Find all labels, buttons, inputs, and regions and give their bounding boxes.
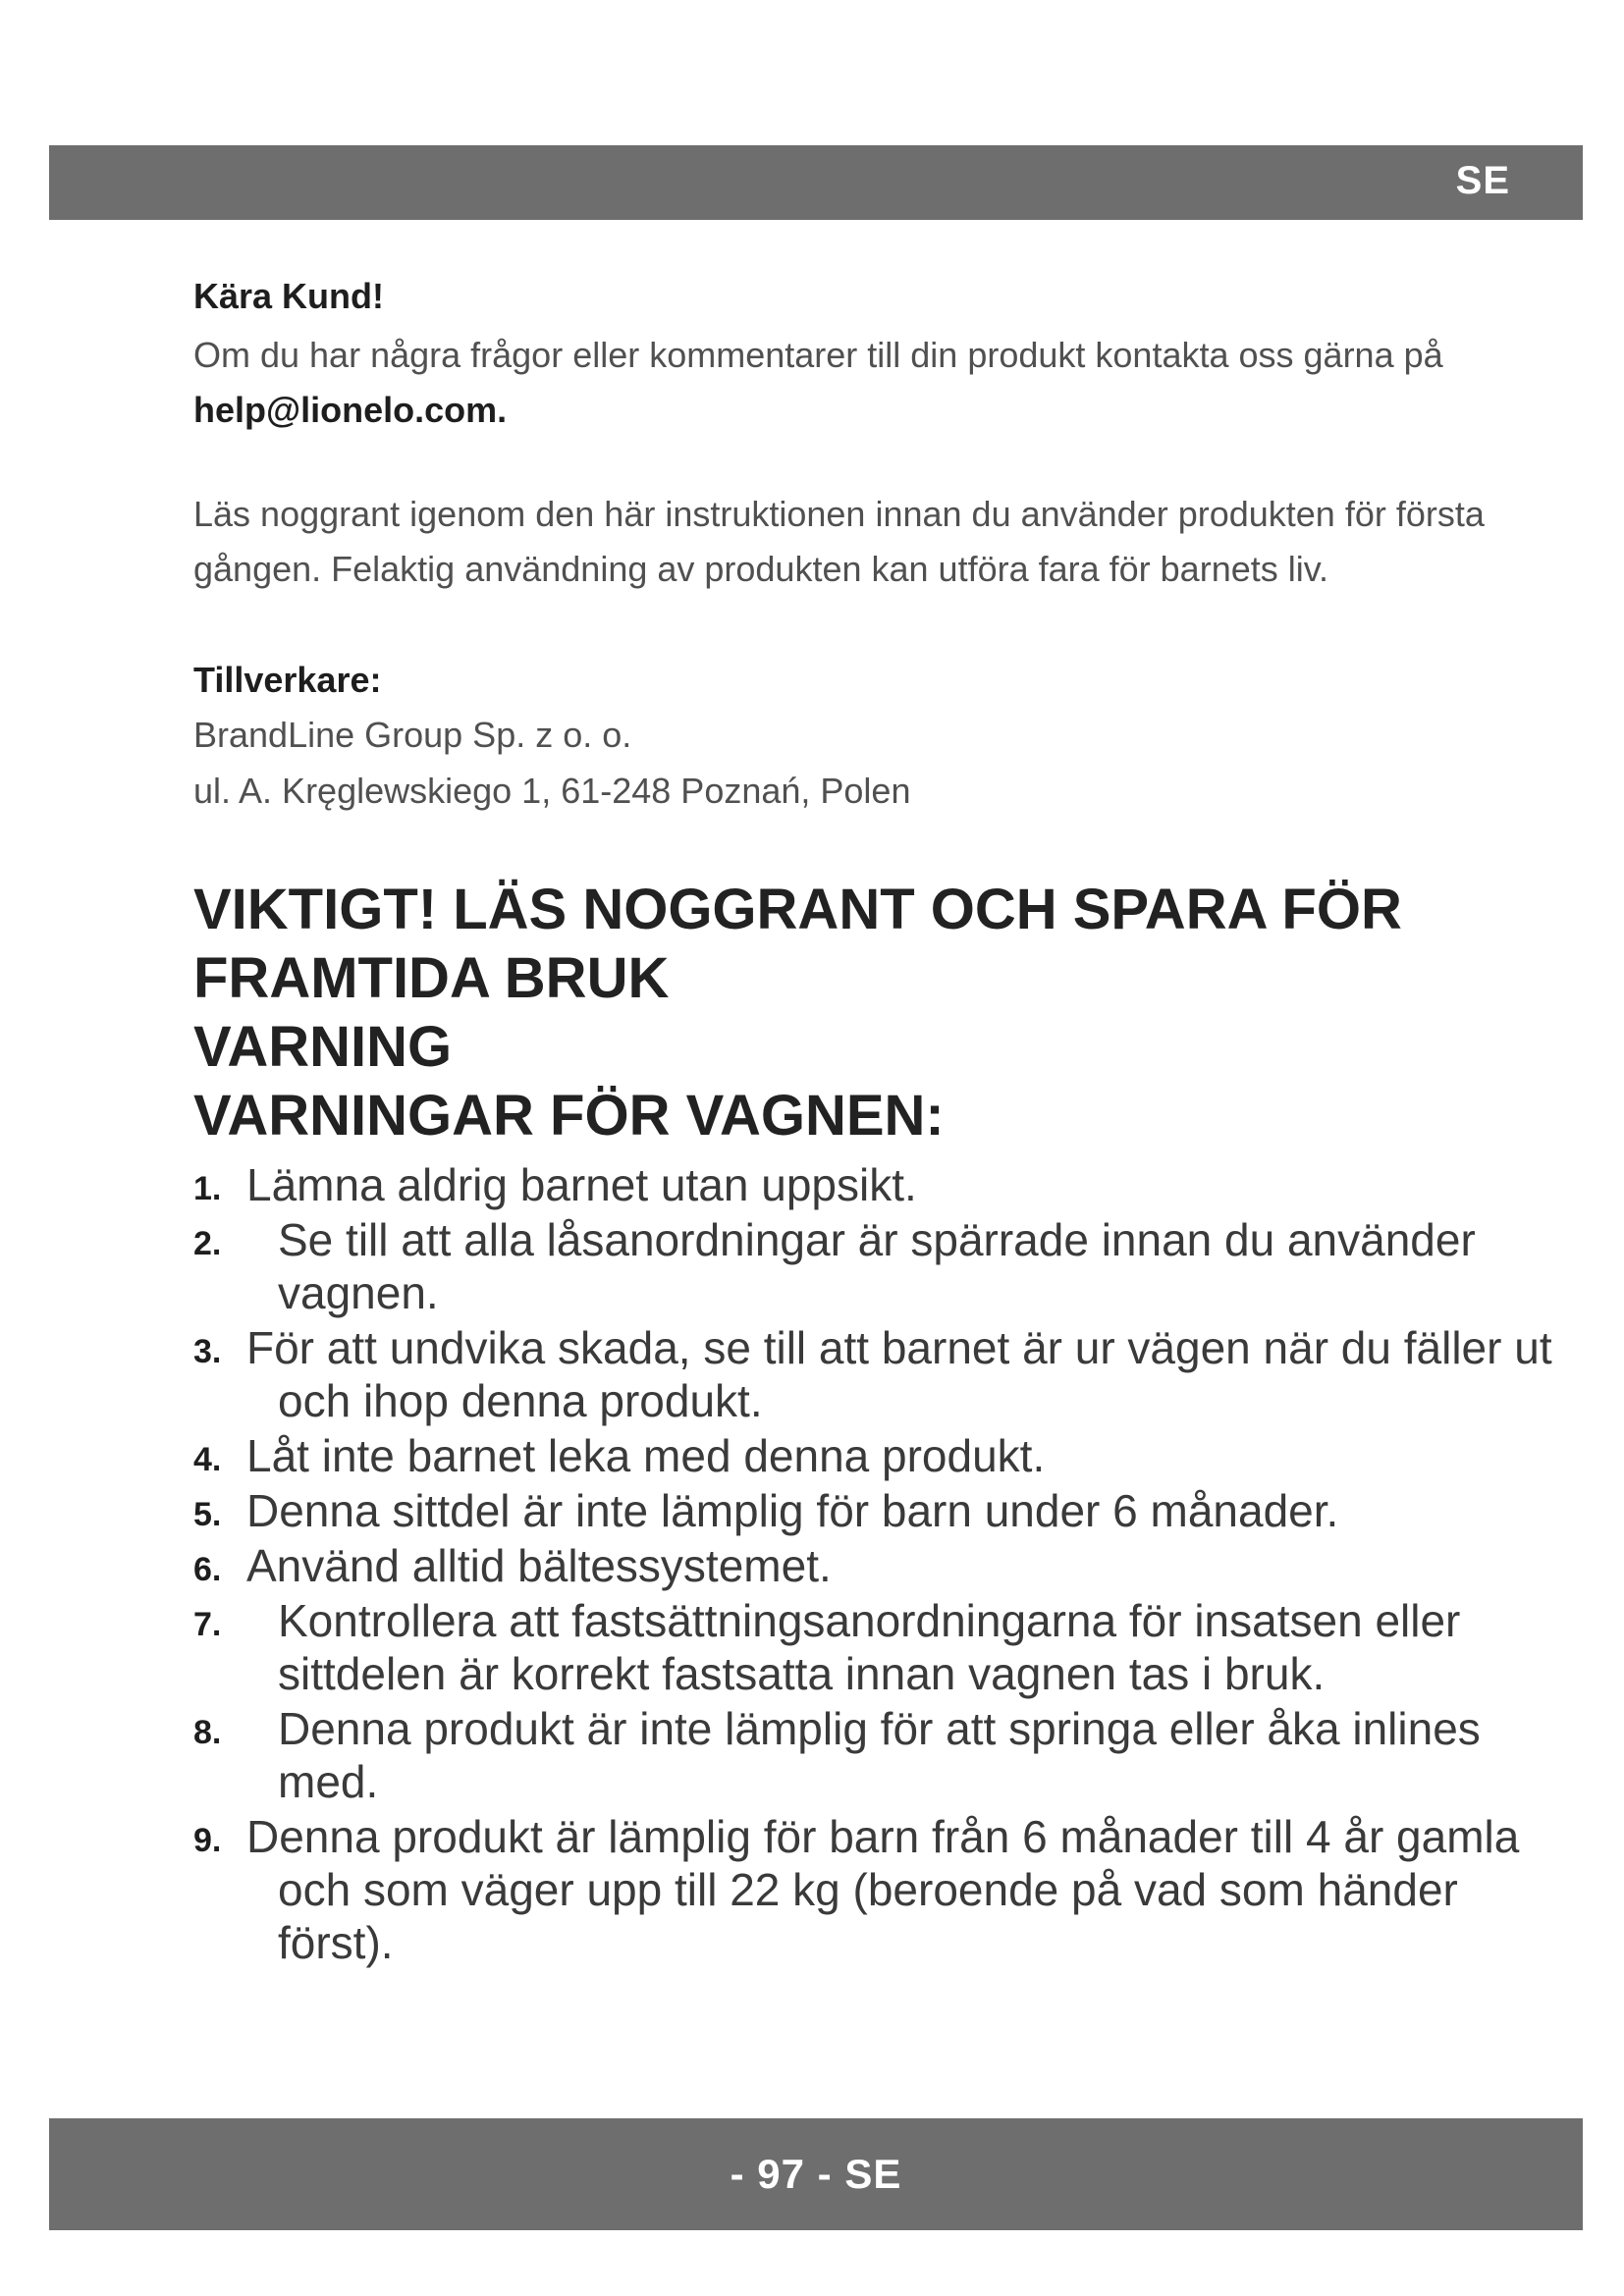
greeting: Kära Kund! bbox=[193, 276, 385, 316]
list-item-text: Se till att alla låsanordningar är spärrade innan du använder vagnen. bbox=[278, 1214, 1476, 1318]
page-number: - 97 - SE bbox=[730, 2151, 902, 2197]
list-item-number: 7. bbox=[193, 1606, 222, 1643]
list-item bbox=[193, 1158, 1568, 1211]
language-label: SE bbox=[1455, 159, 1510, 202]
manufacturer-name: BrandLine Group Sp. z o. o. bbox=[193, 715, 632, 755]
list-item-number: 4. bbox=[193, 1441, 222, 1478]
list-item-number: 8. bbox=[193, 1714, 222, 1751]
read-notice: Läs noggrant igenom den här instruktionen innan du använder produkten för första gången. Felaktig användning av produkten kan utföra fara för barnets liv. bbox=[193, 494, 1485, 589]
footer-bar bbox=[49, 2118, 1583, 2230]
list-item-number: 3. bbox=[193, 1333, 222, 1370]
list-item-text: Denna produkt är inte lämplig för att springa eller åka inlines med. bbox=[278, 1703, 1481, 1807]
list-item-number: 2. bbox=[193, 1225, 222, 1262]
page-content bbox=[193, 265, 1568, 1971]
list-item bbox=[193, 1484, 1568, 1537]
list-item-text: Använd alltid bältessystemet. bbox=[246, 1540, 832, 1591]
list-item bbox=[193, 1810, 1568, 1969]
list-item bbox=[193, 1702, 1568, 1808]
headline-line-1: VIKTIGT! LÄS NOGGRANT OCH SPARA FÖR bbox=[193, 878, 1402, 941]
header-bar bbox=[49, 145, 1583, 220]
list-item-text: Denna produkt är lämplig för barn från 6 månader till 4 år gamla och som väger upp till 22 kg (beroende på vad som händer först). bbox=[246, 1811, 1520, 1968]
warnings-list bbox=[193, 1158, 1568, 1969]
list-item bbox=[193, 1539, 1568, 1592]
list-item-text: Låt inte barnet leka med denna produkt. bbox=[246, 1430, 1046, 1481]
contact-paragraph bbox=[193, 328, 1568, 438]
list-item-text: För att undvika skada, se till att barnet är ur vägen när du fäller ut och ihop denna produkt. bbox=[246, 1322, 1552, 1426]
list-item bbox=[193, 1594, 1568, 1700]
warning-headline bbox=[193, 876, 1568, 1150]
list-item-number: 1. bbox=[193, 1170, 222, 1207]
list-item-number: 5. bbox=[193, 1496, 222, 1533]
list-item-number: 9. bbox=[193, 1822, 222, 1859]
list-item bbox=[193, 1429, 1568, 1482]
list-item bbox=[193, 1213, 1568, 1319]
manufacturer-address: ul. A. Kręglewskiego 1, 61-248 Poznań, Polen bbox=[193, 771, 911, 811]
contact-text: Om du har några frågor eller kommentarer till din produkt kontakta oss gärna på bbox=[193, 335, 1443, 375]
list-item bbox=[193, 1321, 1568, 1427]
headline-line-4: VARNINGAR FÖR VAGNEN: bbox=[193, 1084, 945, 1148]
list-item-text: Lämna aldrig barnet utan uppsikt. bbox=[246, 1159, 917, 1210]
list-item-text: Kontrollera att fastsättningsanordningarna för insatsen eller sittdelen är korrekt fastsatta innan vagnen tas i bruk. bbox=[278, 1595, 1461, 1699]
headline-line-3: VARNING bbox=[193, 1015, 453, 1079]
list-item-text: Denna sittdel är inte lämplig för barn under 6 månader. bbox=[246, 1485, 1339, 1536]
contact-email: help@lionelo.com. bbox=[193, 390, 508, 430]
manufacturer-title: Tillverkare: bbox=[193, 660, 382, 700]
list-item-number: 6. bbox=[193, 1551, 222, 1588]
headline-line-2: FRAMTIDA BRUK bbox=[193, 946, 670, 1010]
